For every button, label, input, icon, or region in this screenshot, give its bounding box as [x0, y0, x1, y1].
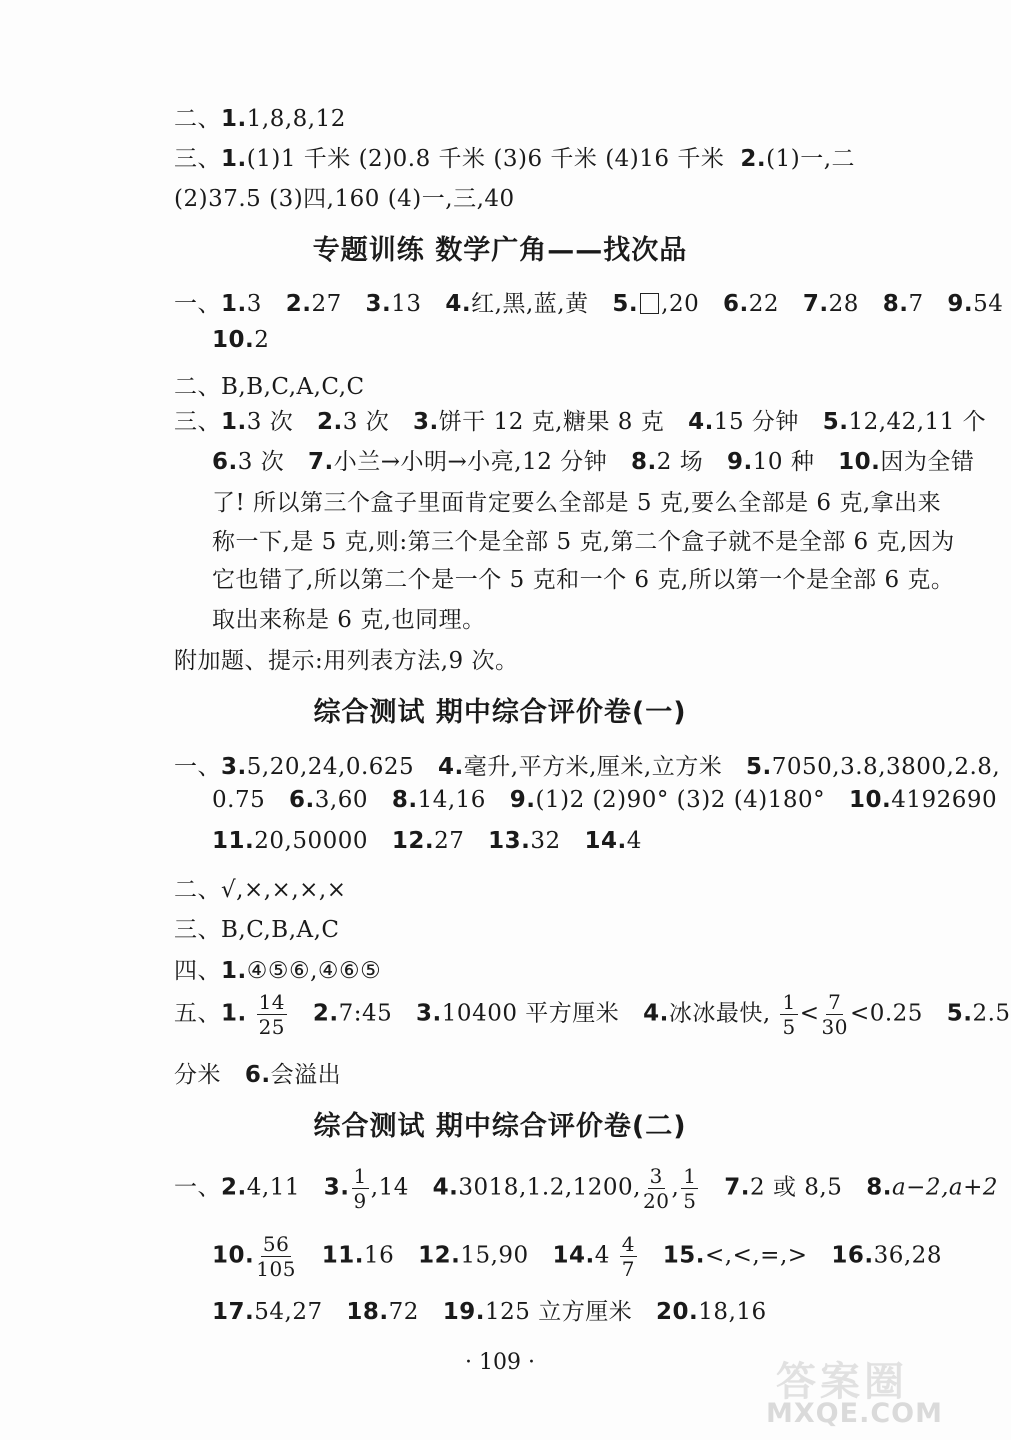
answer-line: 10.2 [212, 327, 270, 353]
fraction: $\frac{56}{105}$ [256, 1232, 296, 1281]
watermark-url: MXQE.COM [766, 1398, 943, 1429]
fraction: $\frac{3}{20}$ [642, 1164, 670, 1213]
answer-line: 一、1.3 2.27 3.13 4.红,黑,蓝,黄 5. ,20 6.22 7.28 8.7 9.54 [174, 291, 1004, 317]
answer-line: 二、B,B,C,A,C,C [174, 374, 365, 400]
answer-line: 它也错了,所以第二个是一个 5 克和一个 6 克,所以第一个是全部 6 克。 [212, 567, 955, 593]
answer-line: 0.75 6.3,60 8.14,16 9.(1)2 (2)90° (3)2 (4)180° 10.4192690 [212, 787, 998, 813]
fraction: $\frac{1}{5}$ [782, 990, 796, 1039]
answer-line: 三、1.3 次 2.3 次 3.饼干 12 克,糖果 8 克 4.15 分钟 5.12,42,11 个 [174, 409, 987, 435]
answer-line: (2)37.5 (3)四,160 (4)一,三,40 [174, 186, 515, 212]
answer-line: 取出来称是 6 克,也同理。 [212, 607, 486, 633]
answer-line: 10. $\frac{56}{105}$ 11.16 12.15,90 14.4 $\frac{4}{7}$ 15.<,<,=,> 16.36,28 [212, 1232, 942, 1281]
answer-line: 四、1.④⑤⑥,④⑥⑤ [174, 958, 382, 984]
answer-line: 五、1. $\frac{14}{25}$ 2.7:45 3.10400 平方厘米 4.冰冰最快, $\frac{1}{5}$ < $\frac{7}{30}$ <0.25 5.2.5 [174, 990, 1011, 1039]
answer-line: 17.54,27 18.72 19.125 立方厘米 20.18,16 [212, 1299, 767, 1325]
fraction: $\frac{14}{25}$ [258, 990, 286, 1039]
answer-line: 一、2.4,11 3. $\frac{1}{9}$ ,14 4.3018,1.2,1200, $\frac{3}{20}$ , $\frac{1}{5}$ 7.2 或 8,5 8.a−2,a+2 [174, 1164, 998, 1213]
answer-line: 11.20,50000 12.27 13.32 14.4 [212, 828, 642, 854]
answer-line: 二、1.1,8,8,12 [174, 106, 346, 132]
section-title: 专题训练 数学广角——找次品 [312, 235, 688, 266]
answer-line: 二、√,×,×,×,× [174, 877, 347, 903]
answer-line: 6.3 次 7.小兰→小明→小亮,12 分钟 8.2 场 9.10 种 10.因为全错 [212, 449, 975, 475]
fraction: $\frac{1}{9}$ [353, 1164, 367, 1213]
answer-line: 称一下,是 5 克,则:第三个是全部 5 克,第二个盒子就不是全部 6 克,因为 [212, 529, 955, 555]
answer-line: 附加题、提示:用列表方法,9 次。 [174, 648, 519, 674]
answer-line: 一、3.5,20,24,0.625 4.毫升,平方米,厘米,立方米 5.7050,3.8,3800,2.8, [174, 754, 1001, 780]
blank-square-icon [640, 293, 659, 314]
answer-line: 分米 6.会溢出 [174, 1062, 342, 1088]
fraction: $\frac{7}{30}$ [821, 990, 848, 1039]
answer-line: 了! 所以第三个盒子里面肯定要么全部是 5 克,要么全部是 6 克,拿出来 [212, 490, 942, 516]
answer-line: 三、B,C,B,A,C [174, 917, 340, 943]
fraction: $\frac{1}{5}$ [683, 1164, 697, 1213]
watermark-cn: 答案圈 [776, 1359, 908, 1405]
watermark-logo [756, 1350, 986, 1430]
fraction: $\frac{4}{7}$ [621, 1232, 635, 1281]
answer-line: 三、1.(1)1 千米 (2)0.8 千米 (3)6 千米 (4)16 千米 2.(1)一,二 [174, 146, 855, 172]
section-title: 综合测试 期中综合评价卷(二) [313, 1111, 687, 1142]
section-title: 综合测试 期中综合评价卷(一) [313, 697, 687, 728]
page-number: · 109 · [465, 1350, 535, 1375]
